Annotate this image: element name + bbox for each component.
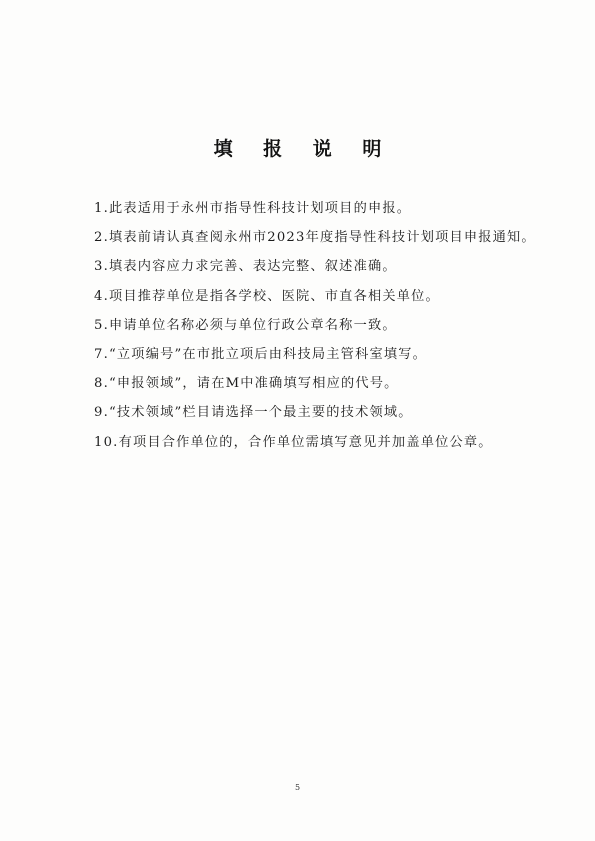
instruction-item: 5.申请单位名称必须与单位行政公章名称一致。 — [94, 317, 397, 333]
instruction-item: 3.填表内容应力求完善、表达完整、叙述准确。 — [94, 259, 397, 275]
instruction-item: 2.填表前请认真查阅永州市2023年度指导性科技计划项目申报通知。 — [94, 230, 536, 246]
instruction-item: 10.有项目合作单位的，合作单位需填写意见并加盖单位公章。 — [94, 434, 493, 450]
page-title: 填 报 说 明 — [213, 138, 394, 160]
instruction-item: 1.此表适用于永州市指导性科技计划项目的申报。 — [94, 201, 412, 216]
instruction-item: 4.项目推荐单位是指各学校、医院、市直各相关单位。 — [94, 288, 440, 304]
instruction-list — [94, 199, 564, 462]
instruction-item: 9.“技术领域”栏目请选择一个最主要的技术领域。 — [94, 405, 413, 421]
instruction-item: 8.“申报领域”，请在M中准确填写相应的代号。 — [94, 376, 399, 392]
instruction-item: 7.“立项编号”在市批立项后由科技局主管科室填写。 — [94, 346, 428, 362]
page-number: 5 — [294, 783, 301, 792]
